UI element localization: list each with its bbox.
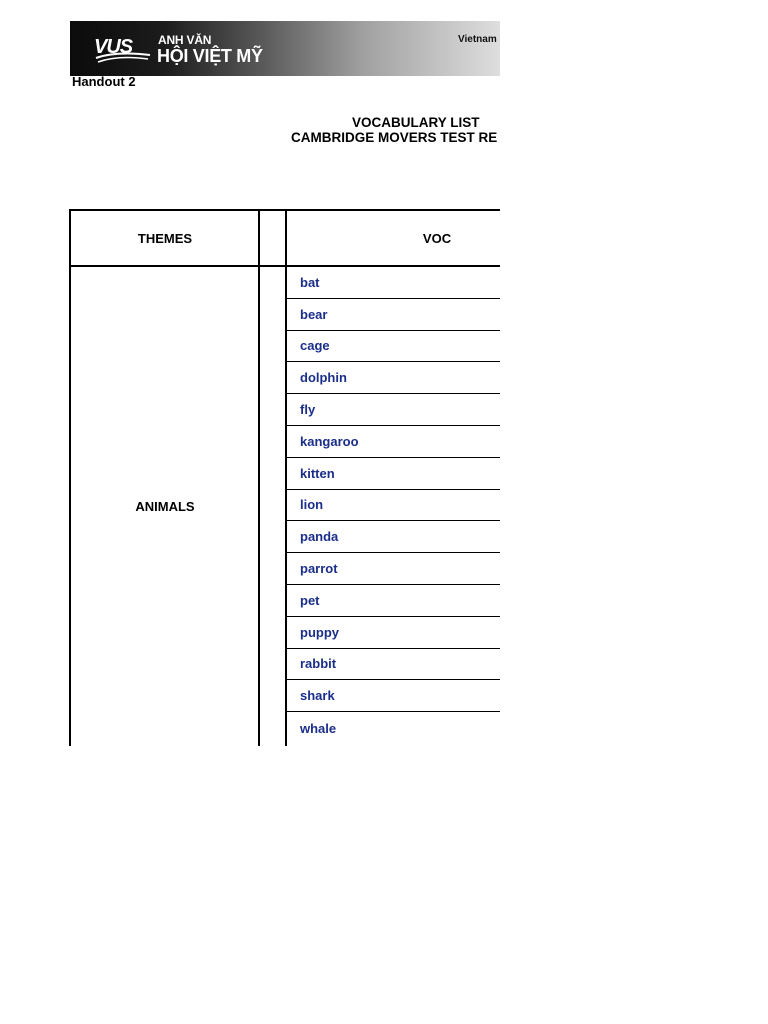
word-row: dolphin [287,362,500,394]
brand-name-line1: ANH VĂN [158,33,212,47]
word-row: kangaroo [287,426,500,458]
word-row: pet [287,585,500,617]
word-row: lion [287,490,500,522]
banner-tagline: Vietnam [458,34,497,45]
brand-name-line2: HỘI VIỆT MỸ [157,46,263,66]
word-row: puppy [287,617,500,649]
word-row: shark [287,680,500,712]
word-list [287,267,500,744]
word-row: bear [287,299,500,331]
word-row: fly [287,394,500,426]
word-row: bat [287,267,500,299]
theme-cell-animals: ANIMALS [135,499,195,514]
word-row: cage [287,331,500,363]
vus-logo [94,34,152,64]
word-row: panda [287,521,500,553]
vocabulary-table [69,209,500,746]
word-row: rabbit [287,649,500,681]
vocabulary-column-header: VOC [422,230,452,246]
document-title: VOCABULARY LIST [352,115,480,130]
themes-column-header: THEMES [137,230,193,246]
svg-text:VUS: VUS [94,36,133,58]
word-row: kitten [287,458,500,490]
handout-label: Handout 2 [72,74,136,89]
document-subtitle: CAMBRIDGE MOVERS TEST RE [291,130,498,145]
header-banner [70,21,500,76]
word-row: parrot [287,553,500,585]
word-row: whale [300,720,337,736]
